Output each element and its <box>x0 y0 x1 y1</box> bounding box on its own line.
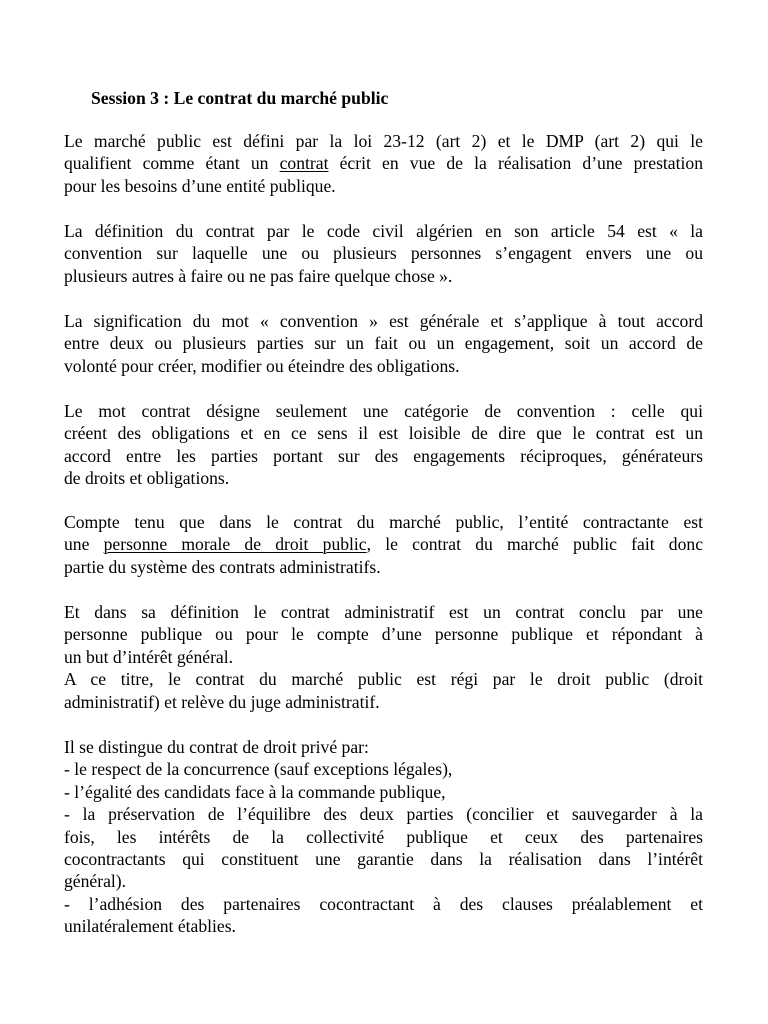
text-line: Le marché public est défini par la loi 23-12 (art 2) et le DMP (art 2) qui le <box>64 131 703 151</box>
text-line: un but d’intérêt général. <box>64 646 234 667</box>
text-fragment: une <box>64 534 104 555</box>
paragraph-administrative-contract <box>64 601 703 713</box>
underlined-term-contrat: contrat <box>279 153 329 174</box>
text-line: Compte tenu que dans le contrat du marché public, l’entité contractante est <box>64 512 703 532</box>
text-line: créent des obligations et en ce sens il est loisible de dire que le contrat est un <box>64 423 703 444</box>
text-line: administratif) et relève du juge administratif. <box>64 691 380 712</box>
paragraph-definition <box>64 130 703 197</box>
text-line: unilatéralement établies. <box>64 916 236 937</box>
list-item: - le respect de la concurrence (sauf exceptions légales), <box>64 759 453 780</box>
text-line <box>64 152 703 174</box>
text-fragment: , le contrat du marché public fait donc <box>366 534 703 555</box>
list-item: - l’égalité des candidats face à la commande publique, <box>64 781 446 802</box>
text-line: volonté pour créer, modifier ou éteindre des obligations. <box>64 355 460 376</box>
underlined-term-personne-morale: personne morale de droit public <box>103 534 367 555</box>
page-title: Session 3 : Le contrat du marché public <box>91 88 389 108</box>
text-line: pour les besoins d’une entité publique. <box>64 175 336 196</box>
paragraph-civil-code <box>64 220 703 287</box>
text-fragment: écrit en vue de la réalisation d’une prestation <box>328 153 703 174</box>
text-line: La signification du mot « convention » est générale et s’applique à tout accord <box>64 311 703 331</box>
text-line: Il se distingue du contrat de droit privé par: <box>64 737 369 757</box>
text-line: Le mot contrat désigne seulement une catégorie de convention : celle qui <box>64 401 703 421</box>
text-line: Et dans sa définition le contrat administratif est un contrat conclu par une <box>64 602 703 622</box>
list-item: - l’adhésion des partenaires cocontractant à des clauses préalablement et <box>64 893 703 914</box>
text-line: accord entre les parties portant sur des engagements réciproques, générateurs <box>64 445 703 466</box>
paragraph-contract-category <box>64 400 703 490</box>
text-line: convention sur laquelle une ou plusieurs personnes s’engagent envers une ou <box>64 243 703 264</box>
paragraph-distinctions <box>64 736 703 938</box>
text-fragment: qualifient comme étant un <box>64 153 280 174</box>
text-line: personne publique ou pour le compte d’une personne publique et répondant à <box>64 624 703 645</box>
text-line: entre deux ou plusieurs parties sur un fait ou un engagement, soit un accord de <box>64 333 703 354</box>
text-line: fois, les intérêts de la collectivité publique et ceux des partenaires <box>64 826 703 847</box>
paragraph-convention <box>64 310 703 377</box>
text-line: La définition du contrat par le code civil algérien en son article 54 est « la <box>64 221 703 241</box>
paragraph-public-entity <box>64 511 703 578</box>
text-line: de droits et obligations. <box>64 468 230 489</box>
list-item: - la préservation de l’équilibre des deux parties (concilier et sauvegarder à la <box>64 804 703 825</box>
text-line: plusieurs autres à faire ou ne pas faire quelque chose ». <box>64 265 453 286</box>
text-line: partie du système des contrats administratifs. <box>64 556 381 577</box>
text-line: général). <box>64 871 127 892</box>
text-line: A ce titre, le contrat du marché public est régi par le droit public (droit <box>64 669 703 690</box>
text-line <box>64 533 703 555</box>
text-line: cocontractants qui constituent une garantie dans la réalisation dans l’intérêt <box>64 848 703 869</box>
